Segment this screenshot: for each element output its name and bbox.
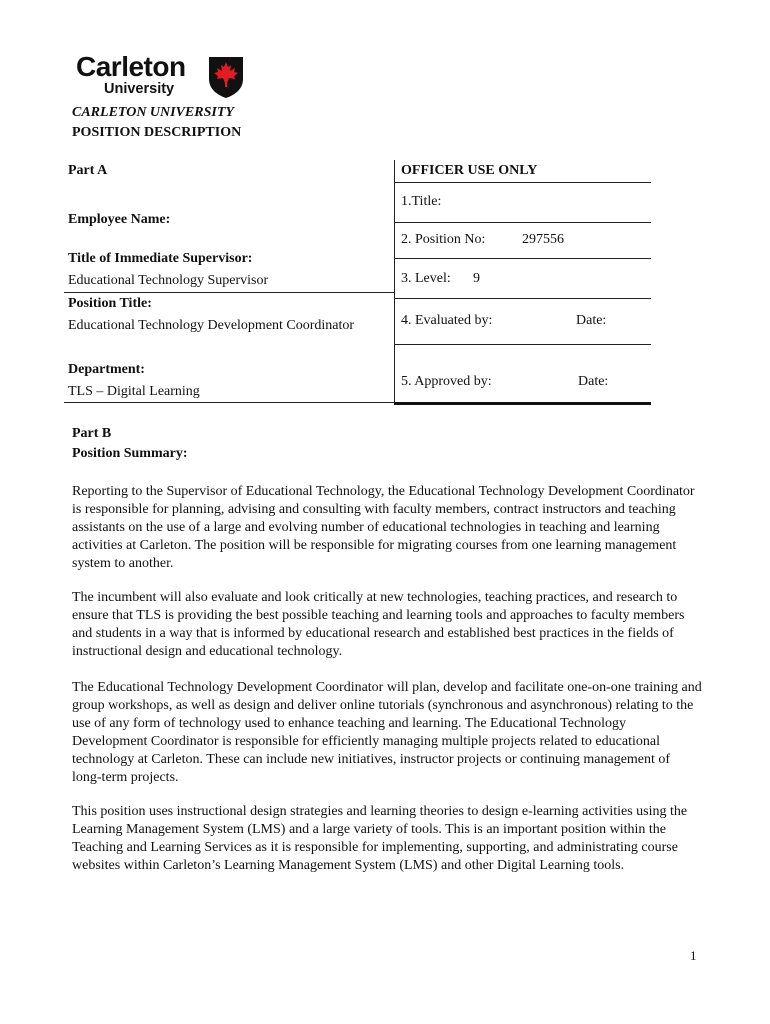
divider [395, 222, 651, 223]
divider [395, 298, 651, 299]
divider [395, 344, 651, 345]
document-title: POSITION DESCRIPTION [72, 125, 242, 140]
supervisor-value: Educational Technology Supervisor [68, 273, 269, 288]
summary-paragraph: The incumbent will also evaluate and look critically at new technologies, teaching practices, and research to ensure that TLS is providing the best possible teaching and learning tools and approaches to faculty members and students in a way that is informed by educational research and established best practices in the fields of instructional design and educational technology. [72, 590, 685, 659]
evaluated-date-label: Date: [576, 313, 607, 328]
position-title-label: Position Title: [68, 296, 152, 311]
divider [395, 182, 651, 183]
logo-wordmark-university: University [104, 81, 175, 97]
position-no-value: 297556 [522, 232, 564, 247]
column-divider [394, 160, 395, 404]
department-value: TLS – Digital Learning [68, 384, 200, 399]
approved-date-label: Date: [578, 374, 609, 389]
divider [64, 292, 394, 293]
part-b-heading: Part B [72, 426, 112, 441]
evaluated-by-label: 4. Evaluated by: [401, 313, 493, 328]
employee-name-label: Employee Name: [68, 212, 171, 227]
position-summary-heading: Position Summary: [72, 446, 188, 461]
summary-paragraph: This position uses instructional design strategies and learning theories to design e-learning activities using the Learning Management System (LMS) and a large variety of tools. This is an important position within the Teaching and Learning Services as it is responsible for implementing, supporting, and administrating course websites within Carleton’s Learning Management System (LMS) and other Digital Learning tools. [72, 804, 688, 873]
summary-paragraph: Reporting to the Supervisor of Educational Technology, the Educational Technology Development Coordinator is responsible for planning, advising and consulting with faculty members, contract instructors and teaching assistants on the use of a large and evolving number of educational technologies in teaching and learning activities at Carleton. The position will be responsible for migrating courses from one learning management system to another. [72, 484, 695, 571]
section-rule [394, 402, 651, 405]
level-label: 3. Level: [401, 271, 451, 286]
university-name: CARLETON UNIVERSITY [72, 105, 234, 120]
title-field-label: 1.Title: [401, 194, 442, 209]
position-no-label: 2. Position No: [401, 232, 486, 247]
department-label: Department: [68, 362, 145, 377]
officer-use-heading: OFFICER USE ONLY [401, 163, 538, 178]
supervisor-label: Title of Immediate Supervisor: [68, 251, 253, 266]
logo-wordmark-carleton: Carleton [76, 51, 186, 82]
maple-leaf-shield-icon [207, 55, 245, 99]
part-a-heading: Part A [68, 163, 108, 178]
page-number: 1 [690, 948, 697, 963]
divider [64, 402, 394, 403]
position-title-value: Educational Technology Development Coordinator [68, 318, 355, 333]
summary-paragraph: The Educational Technology Development Coordinator will plan, develop and facilitate one-on-one training and group workshops, as well as design and deliver online tutorials (synchronous and asynchronous) relating to the use of any form of technology used to enhance teaching and learning. The Educational Technology Development Coordinator is responsible for efficiently managing multiple projects related to educational technology at Carleton. These can include new initiatives, instructor projects or continuing management of long-term projects. [72, 680, 702, 785]
divider [395, 258, 651, 259]
approved-by-label: 5. Approved by: [401, 374, 492, 389]
carleton-logo [76, 52, 248, 100]
level-value: 9 [473, 271, 480, 286]
